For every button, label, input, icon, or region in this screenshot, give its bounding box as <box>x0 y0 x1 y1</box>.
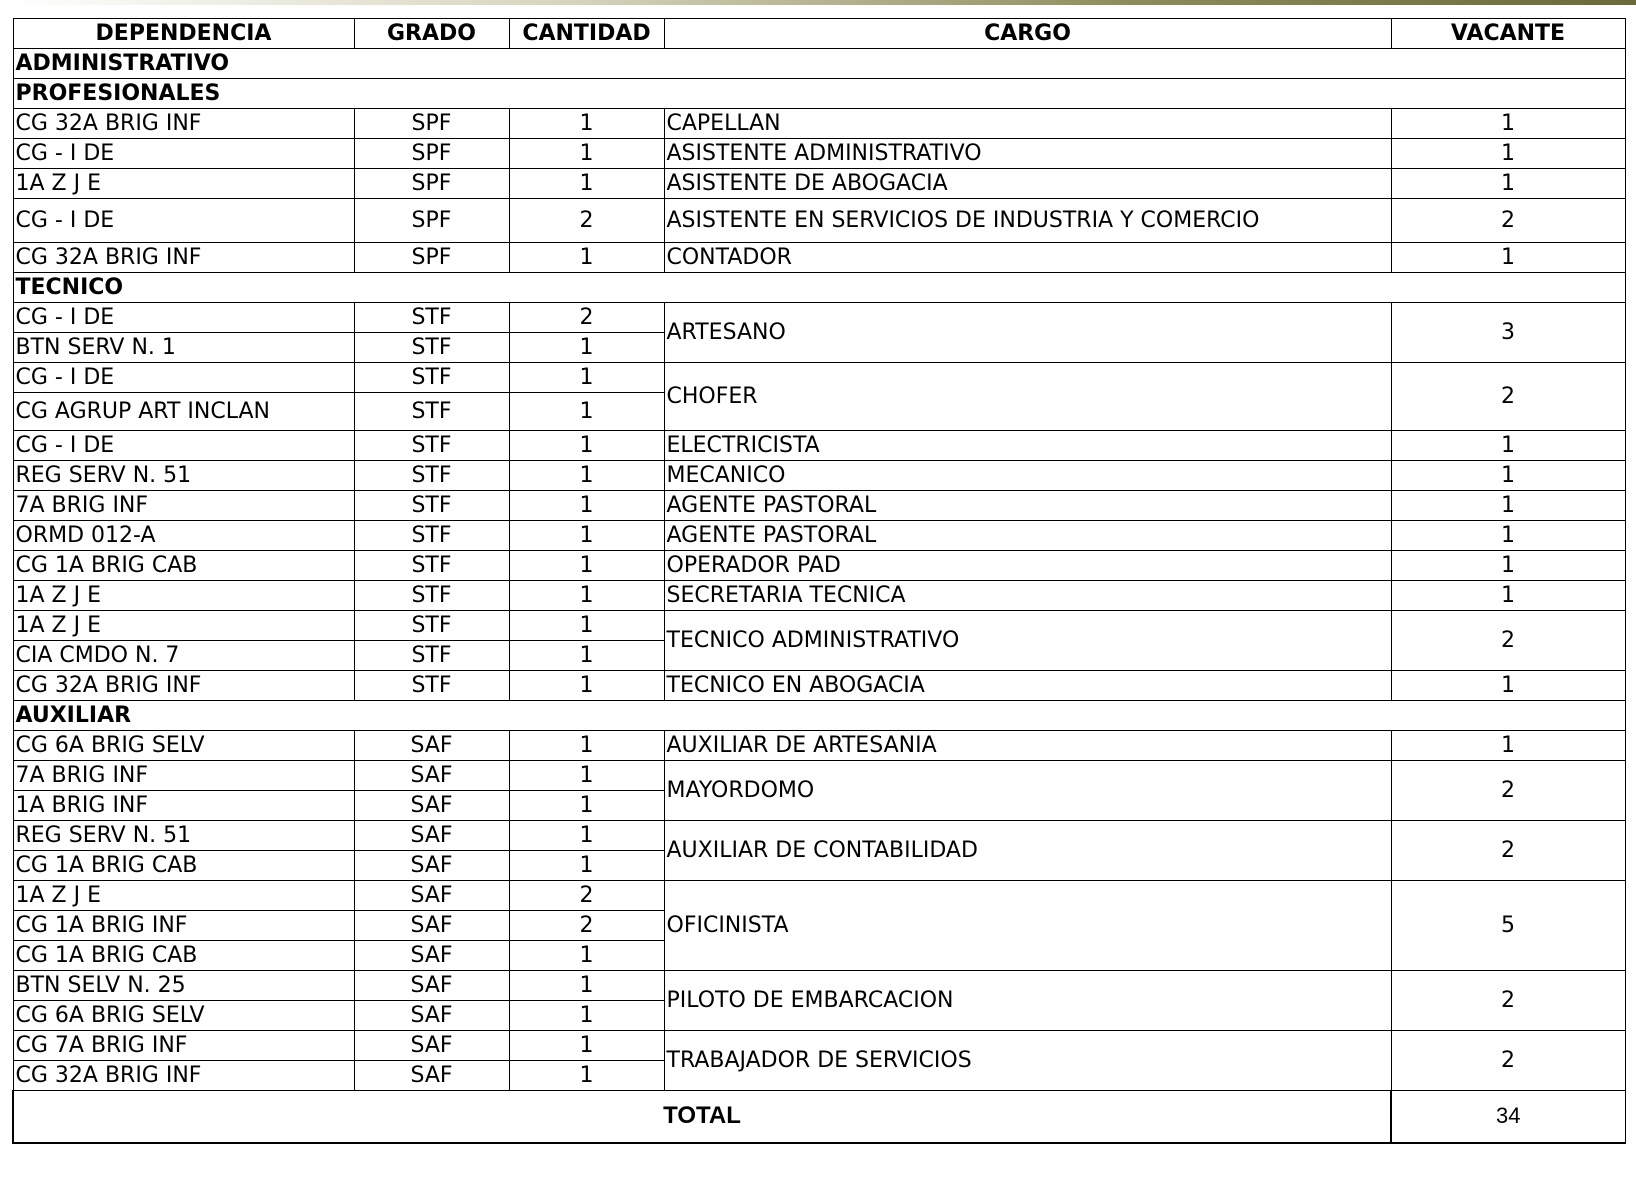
cell-vacante: 2 <box>1391 821 1625 881</box>
table-row <box>13 169 1625 199</box>
cell-grado: STF <box>354 491 509 521</box>
table-row <box>13 363 1625 393</box>
vacancy-table <box>12 18 1626 1144</box>
cell-cargo: CHOFER <box>664 363 1391 431</box>
cell-vacante: 2 <box>1391 1031 1625 1091</box>
cell-dependencia: CG - I DE <box>13 199 354 243</box>
table-row <box>13 109 1625 139</box>
cell-cantidad: 1 <box>509 581 664 611</box>
table-row <box>13 491 1625 521</box>
cell-cantidad: 1 <box>509 491 664 521</box>
cell-vacante: 1 <box>1391 521 1625 551</box>
total-value: 34 <box>1391 1091 1625 1143</box>
table-row <box>13 1031 1625 1061</box>
cell-grado: SAF <box>354 731 509 761</box>
cell-dependencia: CG - I DE <box>13 139 354 169</box>
section-row <box>13 701 1625 731</box>
cell-vacante: 1 <box>1391 243 1625 273</box>
header-decorative-bar <box>0 0 1636 5</box>
cell-grado: SAF <box>354 971 509 1001</box>
section-profesionales: PROFESIONALES <box>13 79 1625 109</box>
section-row <box>13 49 1625 79</box>
cell-grado: SAF <box>354 851 509 881</box>
cell-grado: SAF <box>354 761 509 791</box>
cell-vacante: 2 <box>1391 363 1625 431</box>
cell-dependencia: 1A BRIG INF <box>13 791 354 821</box>
cell-dependencia: 7A BRIG INF <box>13 491 354 521</box>
header-vacante: VACANTE <box>1391 19 1625 49</box>
table-row <box>13 731 1625 761</box>
cell-cargo: TRABAJADOR DE SERVICIOS <box>664 1031 1391 1091</box>
cell-grado: SAF <box>354 1061 509 1091</box>
cell-cantidad: 2 <box>509 303 664 333</box>
cell-cantidad: 2 <box>509 881 664 911</box>
cell-dependencia: BTN SELV N. 25 <box>13 971 354 1001</box>
cell-vacante: 2 <box>1391 611 1625 671</box>
cell-cantidad: 1 <box>509 363 664 393</box>
cell-dependencia: CG 1A BRIG INF <box>13 911 354 941</box>
table-row <box>13 521 1625 551</box>
cell-cargo: PILOTO DE EMBARCACION <box>664 971 1391 1031</box>
cell-cargo: TECNICO EN ABOGACIA <box>664 671 1391 701</box>
cell-vacante: 1 <box>1391 461 1625 491</box>
cell-cantidad: 1 <box>509 521 664 551</box>
cell-grado: STF <box>354 551 509 581</box>
table-row <box>13 551 1625 581</box>
cell-dependencia: 1A Z J E <box>13 169 354 199</box>
cell-dependencia: CG 32A BRIG INF <box>13 243 354 273</box>
cell-cantidad: 1 <box>509 611 664 641</box>
table-row <box>13 303 1625 333</box>
cell-grado: SPF <box>354 199 509 243</box>
cell-grado: STF <box>354 431 509 461</box>
table-row <box>13 881 1625 911</box>
cell-cargo: AUXILIAR DE CONTABILIDAD <box>664 821 1391 881</box>
cell-cargo: AGENTE PASTORAL <box>664 491 1391 521</box>
table-row <box>13 821 1625 851</box>
table-row <box>13 243 1625 273</box>
header-dependencia: DEPENDENCIA <box>13 19 354 49</box>
cell-dependencia: 1A Z J E <box>13 611 354 641</box>
header-cantidad: CANTIDAD <box>509 19 664 49</box>
table-row <box>13 461 1625 491</box>
cell-dependencia: CG AGRUP ART INCLAN <box>13 393 354 431</box>
cell-dependencia: CG 32A BRIG INF <box>13 109 354 139</box>
cell-grado: SAF <box>354 821 509 851</box>
cell-grado: STF <box>354 671 509 701</box>
cell-cantidad: 1 <box>509 971 664 1001</box>
total-row <box>13 1091 1625 1143</box>
cell-grado: STF <box>354 581 509 611</box>
cell-dependencia: CG 1A BRIG CAB <box>13 941 354 971</box>
cell-cantidad: 1 <box>509 551 664 581</box>
cell-vacante: 2 <box>1391 971 1625 1031</box>
cell-cargo: OFICINISTA <box>664 881 1391 971</box>
cell-dependencia: REG SERV N. 51 <box>13 461 354 491</box>
table-header-row <box>13 19 1625 49</box>
cell-grado: STF <box>354 333 509 363</box>
cell-cargo: MAYORDOMO <box>664 761 1391 821</box>
cell-dependencia: 1A Z J E <box>13 881 354 911</box>
table-row <box>13 671 1625 701</box>
section-administrativo: ADMINISTRATIVO <box>13 49 1625 79</box>
cell-dependencia: CG - I DE <box>13 363 354 393</box>
cell-dependencia: 7A BRIG INF <box>13 761 354 791</box>
cell-cantidad: 1 <box>509 333 664 363</box>
cell-cantidad: 2 <box>509 199 664 243</box>
cell-grado: STF <box>354 521 509 551</box>
cell-cantidad: 2 <box>509 911 664 941</box>
section-row <box>13 79 1625 109</box>
cell-cargo: SECRETARIA TECNICA <box>664 581 1391 611</box>
table-row <box>13 139 1625 169</box>
cell-cantidad: 1 <box>509 671 664 701</box>
cell-vacante: 2 <box>1391 199 1625 243</box>
cell-vacante: 2 <box>1391 761 1625 821</box>
cell-grado: SAF <box>354 1031 509 1061</box>
section-row <box>13 273 1625 303</box>
cell-cantidad: 1 <box>509 431 664 461</box>
cell-grado: SPF <box>354 139 509 169</box>
cell-dependencia: BTN SERV N. 1 <box>13 333 354 363</box>
table-row <box>13 611 1625 641</box>
cell-cargo: ARTESANO <box>664 303 1391 363</box>
cell-grado: SPF <box>354 169 509 199</box>
header-grado: GRADO <box>354 19 509 49</box>
cell-cantidad: 1 <box>509 169 664 199</box>
cell-grado: SAF <box>354 1001 509 1031</box>
cell-vacante: 1 <box>1391 491 1625 521</box>
section-tecnico: TECNICO <box>13 273 1625 303</box>
cell-cargo: TECNICO ADMINISTRATIVO <box>664 611 1391 671</box>
cell-cantidad: 1 <box>509 1031 664 1061</box>
cell-cantidad: 1 <box>509 791 664 821</box>
cell-vacante: 1 <box>1391 671 1625 701</box>
cell-cargo: ASISTENTE EN SERVICIOS DE INDUSTRIA Y COMERCIO <box>664 199 1391 243</box>
cell-vacante: 1 <box>1391 169 1625 199</box>
cell-dependencia: CIA CMDO N. 7 <box>13 641 354 671</box>
section-auxiliar: AUXILIAR <box>13 701 1625 731</box>
cell-cargo: OPERADOR PAD <box>664 551 1391 581</box>
cell-grado: SAF <box>354 791 509 821</box>
cell-grado: STF <box>354 611 509 641</box>
cell-vacante: 1 <box>1391 139 1625 169</box>
cell-cantidad: 1 <box>509 393 664 431</box>
cell-cantidad: 1 <box>509 821 664 851</box>
cell-dependencia: 1A Z J E <box>13 581 354 611</box>
cell-dependencia: ORMD 012-A <box>13 521 354 551</box>
cell-vacante: 1 <box>1391 581 1625 611</box>
cell-cargo: ASISTENTE ADMINISTRATIVO <box>664 139 1391 169</box>
cell-dependencia: REG SERV N. 51 <box>13 821 354 851</box>
cell-dependencia: CG 32A BRIG INF <box>13 671 354 701</box>
cell-dependencia: CG 7A BRIG INF <box>13 1031 354 1061</box>
cell-cantidad: 1 <box>509 731 664 761</box>
cell-cargo: CONTADOR <box>664 243 1391 273</box>
cell-vacante: 5 <box>1391 881 1625 971</box>
cell-cargo: ELECTRICISTA <box>664 431 1391 461</box>
table-row <box>13 581 1625 611</box>
cell-cantidad: 1 <box>509 641 664 671</box>
cell-cantidad: 1 <box>509 109 664 139</box>
table-row <box>13 431 1625 461</box>
table-row <box>13 971 1625 1001</box>
table-row <box>13 199 1625 243</box>
cell-cantidad: 1 <box>509 1061 664 1091</box>
cell-grado: STF <box>354 363 509 393</box>
cell-grado: STF <box>354 303 509 333</box>
cell-vacante: 1 <box>1391 551 1625 581</box>
cell-grado: SPF <box>354 243 509 273</box>
cell-cargo: AGENTE PASTORAL <box>664 521 1391 551</box>
cell-vacante: 3 <box>1391 303 1625 363</box>
cell-cargo: ASISTENTE DE ABOGACIA <box>664 169 1391 199</box>
cell-dependencia: CG 32A BRIG INF <box>13 1061 354 1091</box>
cell-grado: SAF <box>354 911 509 941</box>
cell-grado: STF <box>354 461 509 491</box>
total-label: TOTAL <box>13 1091 1391 1143</box>
cell-cantidad: 1 <box>509 941 664 971</box>
cell-dependencia: CG - I DE <box>13 303 354 333</box>
cell-grado: STF <box>354 641 509 671</box>
cell-cantidad: 1 <box>509 761 664 791</box>
cell-dependencia: CG - I DE <box>13 431 354 461</box>
cell-grado: SPF <box>354 109 509 139</box>
cell-cargo: CAPELLAN <box>664 109 1391 139</box>
cell-vacante: 1 <box>1391 731 1625 761</box>
cell-cantidad: 1 <box>509 139 664 169</box>
cell-cantidad: 1 <box>509 461 664 491</box>
header-cargo: CARGO <box>664 19 1391 49</box>
cell-grado: STF <box>354 393 509 431</box>
cell-grado: SAF <box>354 881 509 911</box>
cell-cargo: AUXILIAR DE ARTESANIA <box>664 731 1391 761</box>
cell-grado: SAF <box>354 941 509 971</box>
cell-vacante: 1 <box>1391 431 1625 461</box>
cell-dependencia: CG 6A BRIG SELV <box>13 731 354 761</box>
cell-dependencia: CG 6A BRIG SELV <box>13 1001 354 1031</box>
cell-dependencia: CG 1A BRIG CAB <box>13 851 354 881</box>
cell-cantidad: 1 <box>509 1001 664 1031</box>
cell-cantidad: 1 <box>509 851 664 881</box>
cell-cantidad: 1 <box>509 243 664 273</box>
cell-vacante: 1 <box>1391 109 1625 139</box>
table-row <box>13 761 1625 791</box>
cell-dependencia: CG 1A BRIG CAB <box>13 551 354 581</box>
cell-cargo: MECANICO <box>664 461 1391 491</box>
